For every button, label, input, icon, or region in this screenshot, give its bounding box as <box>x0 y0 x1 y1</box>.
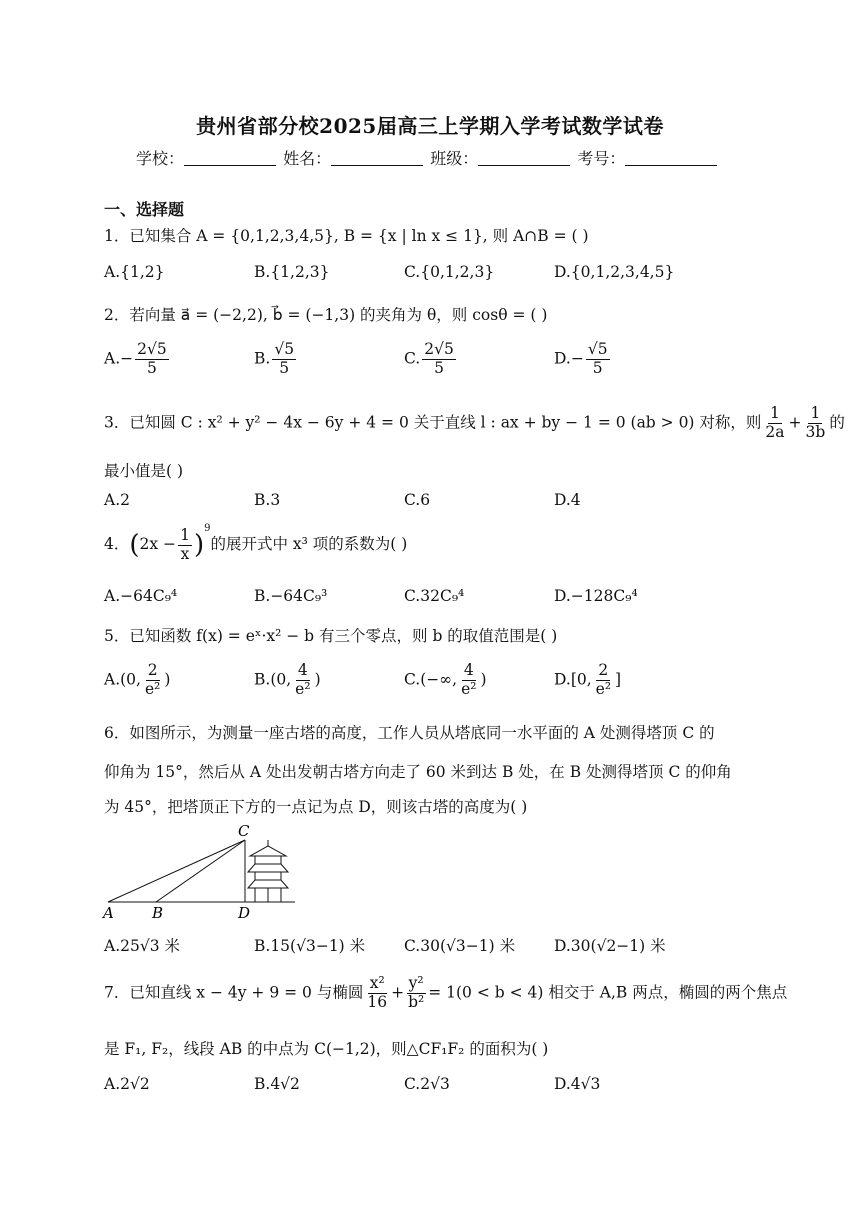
number-label: 考号： <box>577 149 626 168</box>
q2-option-c[interactable]: C. $\frac{2√5}{5}$ <box>404 340 454 377</box>
q6-option-c[interactable]: C.30(√3−1) 米 <box>404 937 516 955</box>
q6-option-a[interactable]: A.25√3 米 <box>104 937 181 955</box>
q2-option-a[interactable]: A.− $\frac{2√5}{5}$ <box>104 340 167 377</box>
question-6-line-1: 6．如图所示，为测量一座古塔的高度，工作人员从塔底同一水平面的 A 处测得塔顶 C 的 <box>104 724 715 742</box>
q6-option-b[interactable]: B.15(√3−1) 米 <box>254 937 366 955</box>
q1-option-d[interactable]: D.{0,1,2,3,4,5} <box>554 263 675 281</box>
school-blank[interactable] <box>184 149 276 166</box>
q7-option-b[interactable]: B.4√2 <box>254 1075 300 1093</box>
class-label: 班级： <box>430 149 479 168</box>
q2-option-b[interactable]: B. $\frac{√5}{5}$ <box>254 340 295 377</box>
q3-option-c[interactable]: C.6 <box>404 491 431 509</box>
question-7: 7．已知直线 x − 4y + 9 = 0 与椭圆 $\frac{\text{x²}}{16}$ + $\frac{\text{y²}}{\text{b²}}$ = 1(0 < b < 4) 相交于 A,B 两点，椭圆的两个焦点 <box>104 974 788 1011</box>
point-c-label: C <box>238 822 250 840</box>
q5-option-d[interactable]: D.[0, $\frac{2}{\text{e²}}$ ] <box>554 661 622 698</box>
point-d-label: D <box>238 904 251 922</box>
question-3-line-2: 最小值是( ) <box>104 462 184 480</box>
question-2: 2．若向量 a⃗ = (−2,2), b⃗ = (−1,3) 的夹角为 θ，则 cosθ = ( ) <box>104 306 548 324</box>
question-4: 4．(2x − $\frac{1}{x}$ )$^9$的展开式中 x³ 项的系数为( ) <box>104 523 408 563</box>
question-1: 1．已知集合 A = {0,1,2,3,4,5}, B = {x | ln x ≤ 1}, 则 A∩B = ( ) <box>104 227 589 245</box>
question-6-line-3: 为 45°，把塔顶正下方的一点记为点 D，则该古塔的高度为( ) <box>104 798 528 816</box>
q3-option-a[interactable]: A.2 <box>104 491 130 509</box>
q4-option-c[interactable]: C.32C₉⁴ <box>404 587 465 605</box>
question-3: 3．已知圆 C : x² + y² − 4x − 6y + 4 = 0 关于直线 l : ax + by − 1 = 0 (ab > 0) 对称，则 $\frac{1}{2a}$ + $\frac{1}{3b}$ 的 <box>104 404 845 441</box>
q5-option-a[interactable]: A.(0, $\frac{2}{\text{e²}}$ ) <box>104 661 171 698</box>
q3-option-d[interactable]: D.4 <box>554 491 581 509</box>
question-6-line-2: 仰角为 15°，然后从 A 处出发朝古塔方向走了 60 米到达 B 处，在 B 处测得塔顶 C 的仰角 <box>104 763 732 781</box>
exam-title: 贵州省部分校2025届高三上学期入学考试数学试卷 <box>196 114 664 138</box>
section-heading: 一、选择题 <box>104 200 185 219</box>
question-5: 5．已知函数 f(x) = eˣ·x² − b 有三个零点，则 b 的取值范围是( ) <box>104 627 558 645</box>
number-blank[interactable] <box>625 149 717 166</box>
q7-option-d[interactable]: D.4√3 <box>554 1075 601 1093</box>
q7-option-a[interactable]: A.2√2 <box>104 1075 150 1093</box>
q5-option-b[interactable]: B.(0, $\frac{4}{\text{e²}}$ ) <box>254 661 321 698</box>
q4-option-d[interactable]: D.−128C₉⁴ <box>554 587 638 605</box>
q4-option-a[interactable]: A.−64C₉⁴ <box>104 587 178 605</box>
q4-option-b[interactable]: B.−64C₉³ <box>254 587 328 605</box>
q2-option-d[interactable]: D.− $\frac{√5}{5}$ <box>554 340 608 377</box>
q7-option-c[interactable]: C.2√3 <box>404 1075 450 1093</box>
school-label: 学校： <box>136 149 185 168</box>
name-label: 姓名： <box>283 149 332 168</box>
q6-option-d[interactable]: D.30(√2−1) 米 <box>554 937 666 955</box>
q3-option-b[interactable]: B.3 <box>254 491 281 509</box>
name-blank[interactable] <box>331 149 423 166</box>
student-info-line <box>136 146 719 169</box>
question-7-line-2: 是 F₁, F₂，线段 AB 的中点为 C(−1,2)，则△CF₁F₂ 的面积为( ) <box>104 1040 549 1058</box>
pagoda-icon <box>248 840 288 902</box>
q5-option-c[interactable]: C.(−∞, $\frac{4}{\text{e²}}$ ) <box>404 661 487 698</box>
q1-option-b[interactable]: B.{1,2,3} <box>254 263 330 281</box>
q1-option-c[interactable]: C.{0,1,2,3} <box>404 263 495 281</box>
q1-option-a[interactable]: A.{1,2} <box>104 263 165 281</box>
point-b-label: B <box>152 904 164 922</box>
pagoda-figure <box>100 822 300 922</box>
class-blank[interactable] <box>478 149 570 166</box>
point-a-label: A <box>103 904 114 922</box>
